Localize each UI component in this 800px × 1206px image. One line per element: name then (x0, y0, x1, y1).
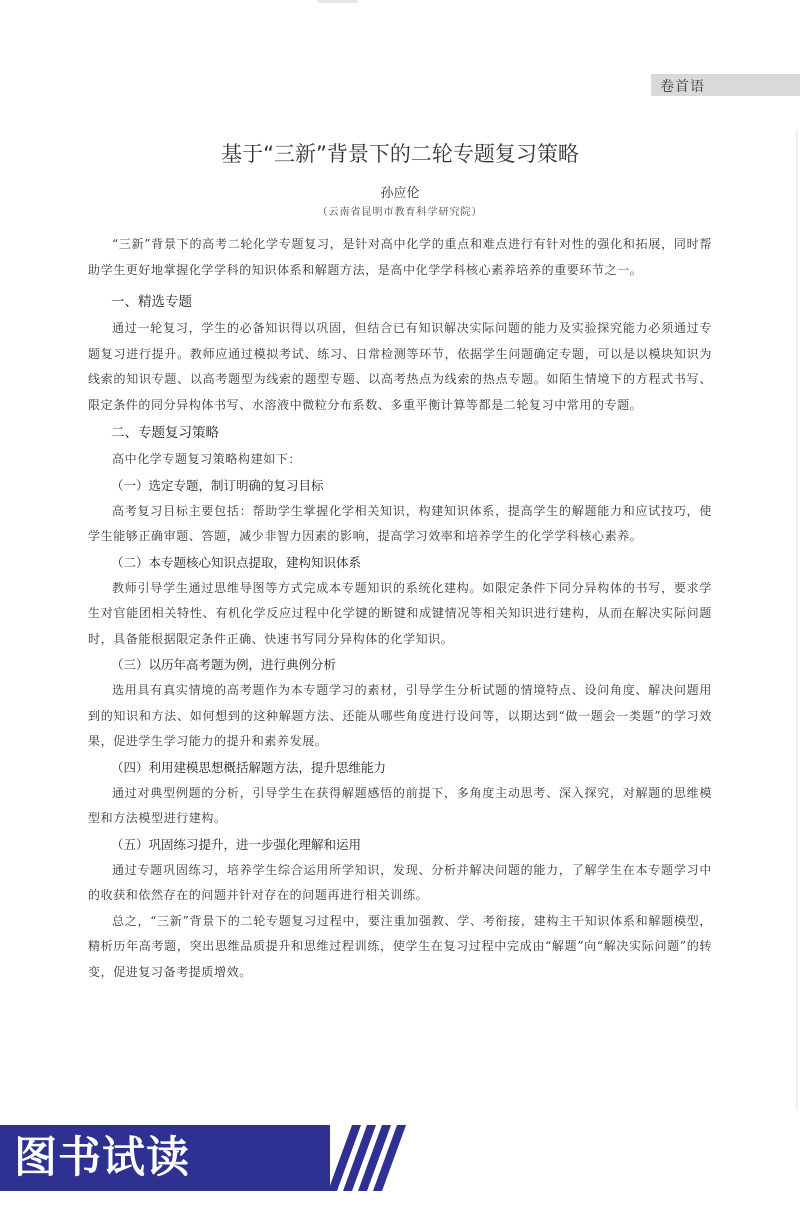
section-1-paragraph: 通过一轮复习，学生的必备知识得以巩固，但结合已有知识解决实际问题的能力及实验探究能力必须通过专题复习进行提升。教师应通过模拟考试、练习、日常检测等环节，依据学生问题确定专题，可以是以模块知识为线索的知识专题、以高考题型为线索的题型专题、以高考热点为线索的热点专题。如陌生情境下的方程式书写、限定条件的同分异构体书写、水溶液中微粒分布系数、多重平衡计算等都是二轮复习中常用的专题。 (88, 321, 712, 412)
top-edge-mark (318, 0, 358, 3)
section-tab (651, 74, 800, 96)
article-author: 孙应伦 (380, 186, 420, 201)
article-body (88, 232, 712, 985)
subsection-3-paragraph: 选用具有真实情境的高考题作为本专题学习的素材，引导学生分析试题的情境特点、设问角度、解决问题用到的知识和方法、如何想到的这种解题方法、还能从哪些角度进行设问等，以期达到“做一题会一类题”的学习效果，促进学生学习能力的提升和素养发展。 (88, 683, 712, 748)
section-heading-2: 二、专题复习策略 (111, 425, 219, 441)
preview-banner-label: 图书试读 (14, 1133, 190, 1183)
subsection-heading-2: （二）本专题核心知识点提取，建构知识体系 (111, 554, 362, 570)
subsection-1-paragraph: 高考复习目标主要包括：帮助学生掌握化学相关知识，构建知识体系，提高学生的解题能力和应试技巧，使学生能够正确审题、答题，减少非智力因素的影响，提高学习效率和培养学生的化学学科核心素养。 (88, 503, 712, 543)
subsection-heading-1: （一）选定专题，制订明确的复习目标 (111, 477, 324, 493)
subsection-heading-3: （三）以历年高考题为例，进行典例分析 (111, 657, 337, 672)
subsection-heading-5: （五）巩固练习提升，进一步强化理解和运用 (111, 836, 362, 852)
subsection-5-paragraph: 通过专题巩固练习，培养学生综合运用所学知识，发现、分析并解决问题的能力，了解学生在本专题学习中的收获和依然存在的问题并针对存在的问题再进行相关训练。 (88, 862, 712, 902)
section-tab-label: 卷首语 (660, 79, 705, 95)
subsection-2-paragraph: 教师引导学生通过思维导图等方式完成本专题知识的系统化建构。如限定条件下同分异构体的书写，要求学生对官能团相关特性、有机化学反应过程中化学键的断键和成键情况等相关知识进行建构，从而在解决实际问题时，具备能根据限定条件正确、快速书写同分异构体的化学知识。 (88, 580, 712, 646)
article-title: 基于“三新”背景下的二轮专题复习策略 (221, 142, 579, 166)
subsection-heading-4: （四）利用建模思想概括解题方法，提升思维能力 (111, 759, 387, 775)
intro-paragraph: “三新”背景下的高考二轮化学专题复习，是针对高中化学的重点和难点进行有针对性的强化和拓展，同时帮助学生更好地掌握化学学科的知识体系和解题方法，是高中化学学科核心素养培养的重要环节之一。 (88, 237, 712, 277)
author-affiliation: （云南省昆明市教育科学研究院） (317, 207, 483, 218)
conclusion-paragraph: 总之，“三新”背景下的二轮专题复习过程中，要注重加强教、学、考衔接，建构主干知识体系和解题模型，精析历年高考题，突出思维品质提升和思维过程训练，使学生在复习过程中完成由“解题”向“解决实际问题”的转变，促进复习备考提质增效。 (88, 913, 712, 979)
section-heading-1: 一、精选专题 (111, 294, 192, 310)
section-2-intro: 高中化学专题复习策略构建如下： (112, 452, 302, 466)
subsection-4-paragraph: 通过对典型例题的分析，引导学生在获得解题感悟的前提下，多角度主动思考、深入探究，对解题的思维模型和方法模型进行建构。 (88, 785, 712, 825)
page-edge-shadow (796, 130, 798, 1110)
